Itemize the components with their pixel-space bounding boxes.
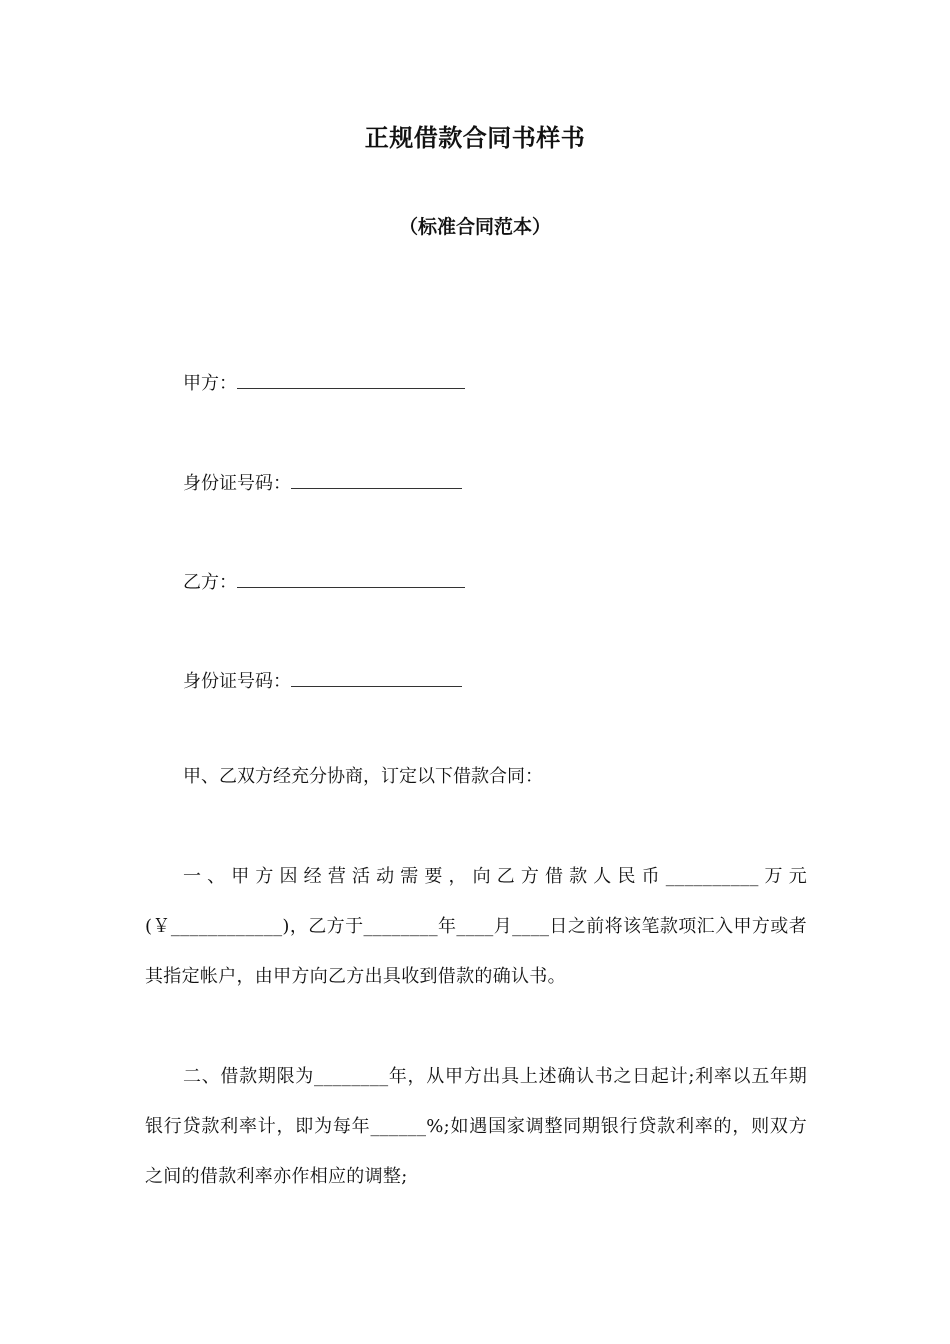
party-a-label: 甲方：: [183, 373, 237, 394]
party-b-blank: [237, 567, 465, 588]
party-b-id-blank: [291, 666, 462, 687]
clause-1-paragraph: [145, 852, 807, 1002]
clause-2-paragraph: [145, 1052, 807, 1202]
party-a-id-label: 身份证号码：: [183, 473, 291, 494]
party-a-id-blank: [291, 468, 462, 489]
party-b-field: [183, 567, 465, 596]
document-subtitle: （标准合同范本）: [398, 216, 551, 238]
party-a-blank: [237, 368, 465, 389]
party-a-id-field: [183, 468, 462, 497]
intro-paragraph: 甲、乙双方经充分协商，订定以下借款合同：: [183, 766, 543, 787]
party-b-id-label: 身份证号码：: [183, 671, 291, 692]
clause-2-text: 二、借款期限为________年，从甲方出具上述确认书之日起计;利率以五年期银行贷款利率计，即为每年______%;如遇国家调整同期银行贷款利率的，则双方之间的借款利率亦作相应的调整;: [145, 1066, 807, 1187]
document-title: 正规借款合同书样书: [364, 124, 586, 152]
clause-1-text: 一、甲方因经营活动需要，向乙方借款人民币__________万元(￥____________)，乙方于________年____月____日之前将该笔款项汇入甲方或者其指定帐户，由甲方向乙方出具收到借款的确认书。: [145, 866, 807, 987]
party-a-field: [183, 368, 465, 397]
party-b-id-field: [183, 666, 462, 695]
party-b-label: 乙方：: [183, 572, 237, 593]
